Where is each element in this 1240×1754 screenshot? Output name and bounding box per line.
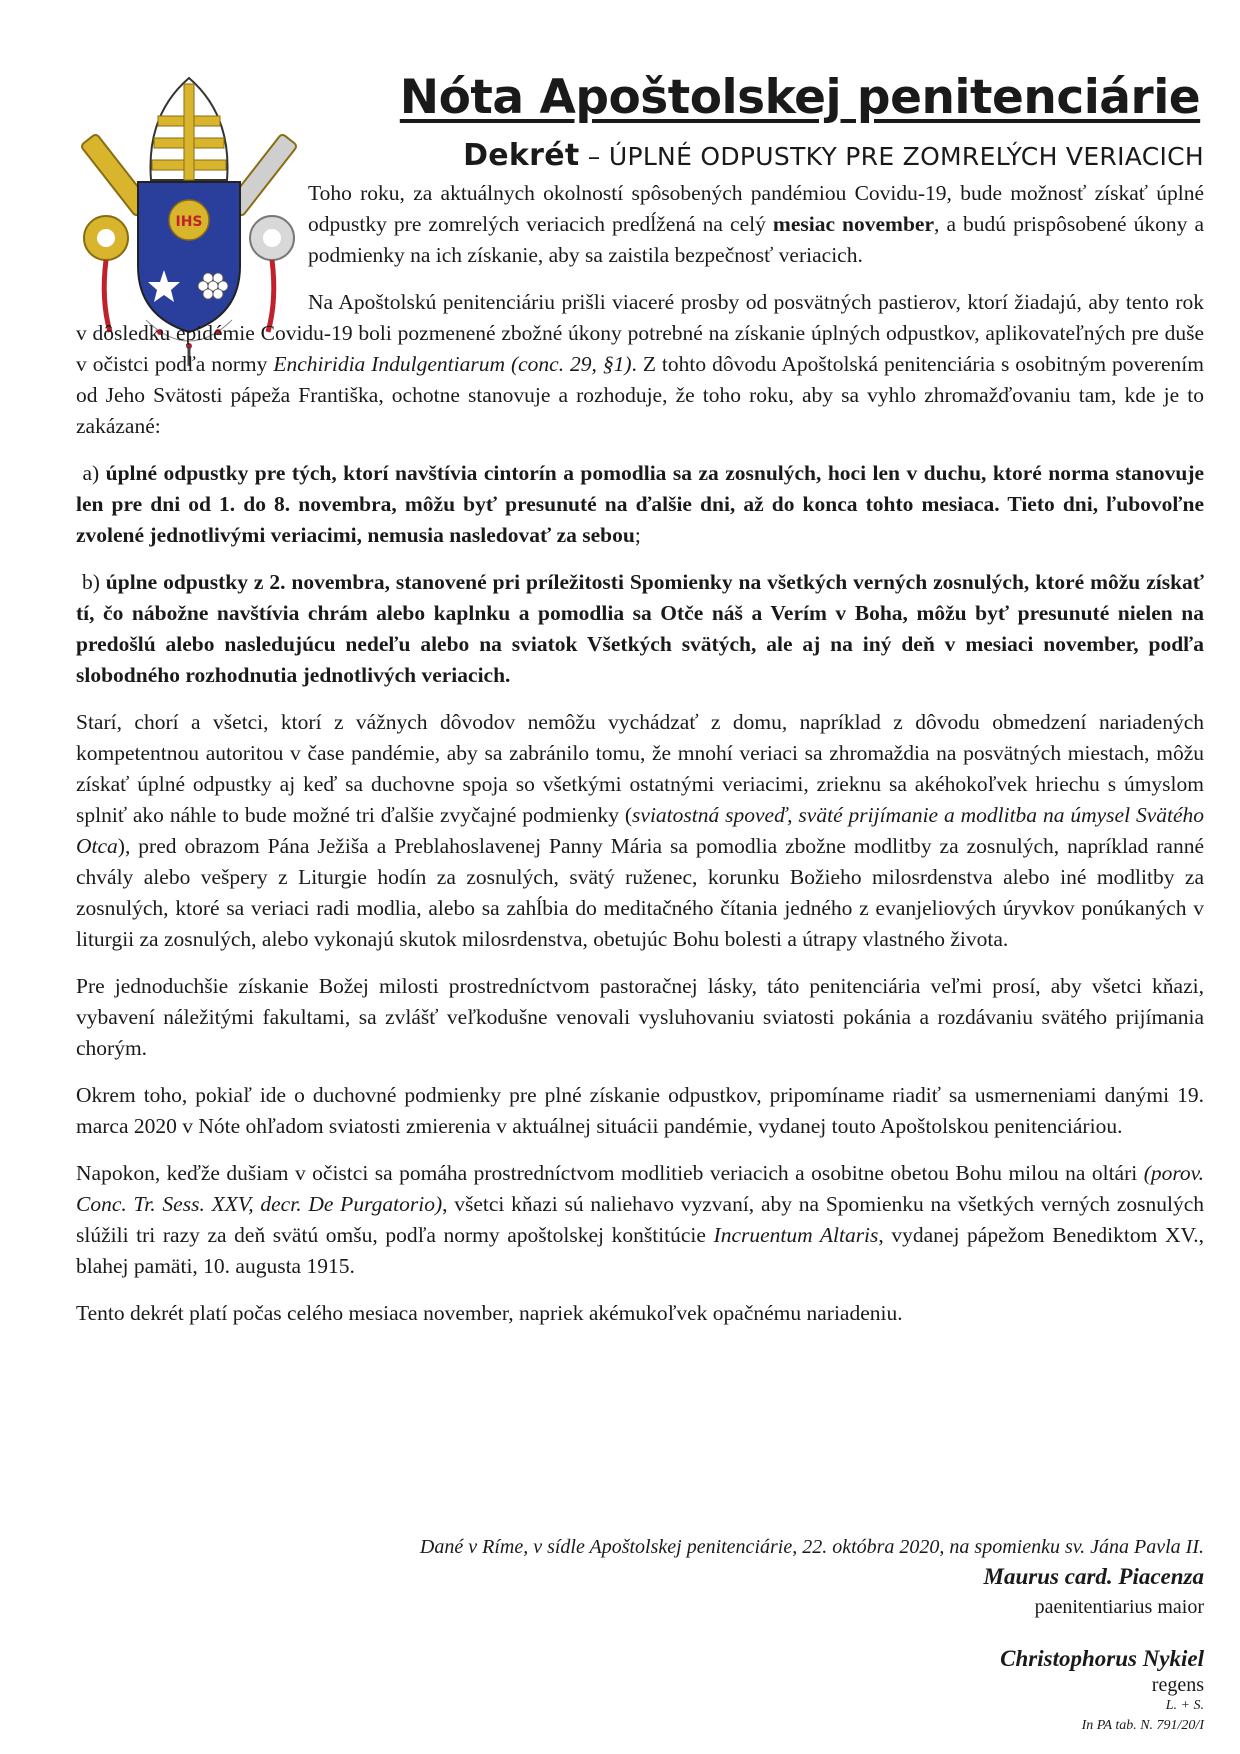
protocol-number: In PA tab. N. 791/20/I xyxy=(1081,1718,1204,1733)
text-run: Starí, chorí a všetci, ktorí z vážnych dôvodov nemôžu vychádzať z domu, napríklad z dôvodu obmedzení nariadených kompetentnou autoritou v čase pandémie, aby sa zabránilo tomu, že mnohí veriaci sa zhromaždia na posvätných miestach, môžu získať úplné odpustky aj keď sa duchovne spoja so všetkými ostatnými veriacimi, zrieknu sa akéhokoľvek hriechu s úmyslom splniť ako náhle to bude možné tri ďalšie zvyčajné podmienky ( xyxy=(76,710,1204,827)
text-run: Napokon, keďže dušiam v očistci sa pomáha prostredníctvom modlitieb veriacich a osobitne obetou Bohu milou na oltári xyxy=(76,1161,1144,1185)
text-run: ; xyxy=(634,523,641,547)
paragraph-elderly-sick xyxy=(76,707,1204,955)
paragraph-masses xyxy=(76,1158,1204,1282)
signatory-name: Christophorus Nykiel xyxy=(1000,1646,1204,1671)
decree-label: Dekrét xyxy=(463,138,580,173)
signature-block xyxy=(76,1532,1204,1736)
text-run-bold: úplné odpustky pre tých, ktorí navštívia cintorín a pomodlia sa za zosnulých, hoci len v duchu, ktoré norma stanovuje len pre dni od 1. do 8. novembra, môžu byť presunuté na ďalšie dni, až do konca tohto mesiaca. Tieto dni, ľubovoľne zvolené jednotlivými veriacimi, nemusia nasledovať za sebou xyxy=(76,461,1205,547)
place-date: Dané v Ríme, v sídle Apoštolskej penitenciárie, 22. októbra 2020, na spomienku sv. Jána Pavla II. xyxy=(419,1536,1204,1558)
item-marker: a) xyxy=(82,461,106,485)
text-run: Toho roku, za aktuálnych okolností spôsobených pandémiou Covidu-19, bude možnosť získať úplné odpustky pre zomrelých veriacich predĺžená na celý xyxy=(308,181,1204,236)
text-run-bold: mesiac november xyxy=(772,212,935,236)
paragraph-item-a xyxy=(76,458,1204,551)
document-body xyxy=(76,178,1204,1345)
text-run: . Z tohto dôvodu Apoštolská penitenciária s osobitným poverením od Jeho Svätosti pápeža Františka, ochotne stanovuje a rozhoduje, že toho roku, aby sa vyhlo zhromažďovaniu tam, kde je to zakázané: xyxy=(76,352,1204,438)
signatory-name: Maurus card. Piacenza xyxy=(983,1564,1204,1589)
decree-heading xyxy=(308,138,1204,173)
text-run-italic: sviatostná spoveď, sväté prijímanie a modlitba na úmysel Svätého Otca xyxy=(76,803,1204,858)
text-run-italic: (porov. Conc. Tr. Sess. XXV, decr. De Purgatorio) xyxy=(76,1161,1204,1216)
decree-subject: ÚPLNÉ ODPUSTKY PRE ZOMRELÝCH VERIACICH xyxy=(608,142,1204,171)
svg-text:IHS: IHS xyxy=(175,214,203,230)
seal-mark: L. + S. xyxy=(1165,1698,1204,1713)
paragraph-intro xyxy=(308,178,1204,271)
paragraph-item-b xyxy=(76,567,1204,691)
paragraph-validity: Tento dekrét platí počas celého mesiaca november, napriek akémukoľvek opačnému nariadeniu. xyxy=(76,1301,903,1325)
signatory-title: paenitentiarius maior xyxy=(1034,1596,1204,1618)
text-run: Na Apoštolskú penitenciáriu prišli viaceré prosby od posvätných pastierov, ktorí žiadajú, aby tento rok v dôsledku epidémie Covidu-19 boli pozmenené zbožné úkony potrebné na získanie úplných odpustkov, aplikovateľných pre duše v očistci podľa normy xyxy=(76,290,1204,376)
decree-dash: – xyxy=(579,142,609,171)
text-run-bold: úplne odpustky z 2. novembra, stanovené pri príležitosti Spomienky na všetkých verných zosnulých, ktoré môžu získať tí, čo nábožne navštívia chrám alebo kaplnku a pomodlia sa Otče náš a Verím v Boha, môžu byť presunuté nielen na predošlú alebo nasledujúcu nedeľu alebo na sviatok Všetkých svätých, ale aj na iný deň v mesiaci november, podľa slobodného rozhodnutia jednotlivých veriacich. xyxy=(76,570,1204,687)
text-run: , všetci kňazi sú naliehavo vyzvaní, aby na Spomienku na všetkých verných zosnulých slúžili tri razy za deň svätú omšu, podľa normy apoštolskej konštitúcie xyxy=(76,1192,1204,1247)
item-marker: b) xyxy=(81,570,106,594)
text-run: , a budú prispôsobené úkony a podmienky na ich získanie, aby sa zaistila bezpečnosť veriacich. xyxy=(308,212,1204,267)
page-title: Nóta Apoštolskej penitenciárie xyxy=(399,70,1201,125)
signatory-title: regens xyxy=(1151,1674,1204,1696)
paragraph-conditions: Okrem toho, pokiaľ ide o duchovné podmienky pre plné získanie odpustkov, pripomíname riadiť sa usmerneniami danými 19. marca 2020 v Nóte ohľadom sviatosti zmierenia v aktuálnej situácii pandémie, vydanej touto Apoštolskou penitenciáriou. xyxy=(76,1083,1204,1138)
paragraph-priests: Pre jednoduchšie získanie Božej milosti prostredníctvom pastoračnej lásky, táto penitenciária veľmi prosí, aby všetci kňazi, vybavení náležitými fakultami, sa zvlášť veľkodušne venovali vysluhovaniu sviatosti pokánia a rozdávaniu svätého prijímania chorým. xyxy=(76,974,1204,1060)
paragraph-petition xyxy=(76,287,1204,442)
text-run-italic: Incruentum Altaris xyxy=(713,1223,879,1247)
text-run: , vydanej pápežom Benediktom XV., blahej pamäti, 10. augusta 1915. xyxy=(76,1223,1204,1278)
text-run: ), pred obrazom Pána Ježiša a Preblahoslavenej Panny Mária sa pomodlia zbožne modlitby za zosnulých, napríklad ranné chvály alebo vešpery z Liturgie hodín za zosnulých, svätý ruženec, korunku Božieho milosrdenstva alebo iné modlitby za zosnulých, ktoré sa veriaci radi modlia, alebo sa zahĺbia do meditačného čítania jedného z evanjeliových úryvkov ponúkaných v liturgii za zosnulých, alebo vykonajú skutok milosrdenstva, obetujúc Bohu bolesti a útrapy vlastného života. xyxy=(76,834,1204,951)
text-run-italic: Enchiridia Indulgentiarum (conc. 29, §1) xyxy=(273,352,632,376)
